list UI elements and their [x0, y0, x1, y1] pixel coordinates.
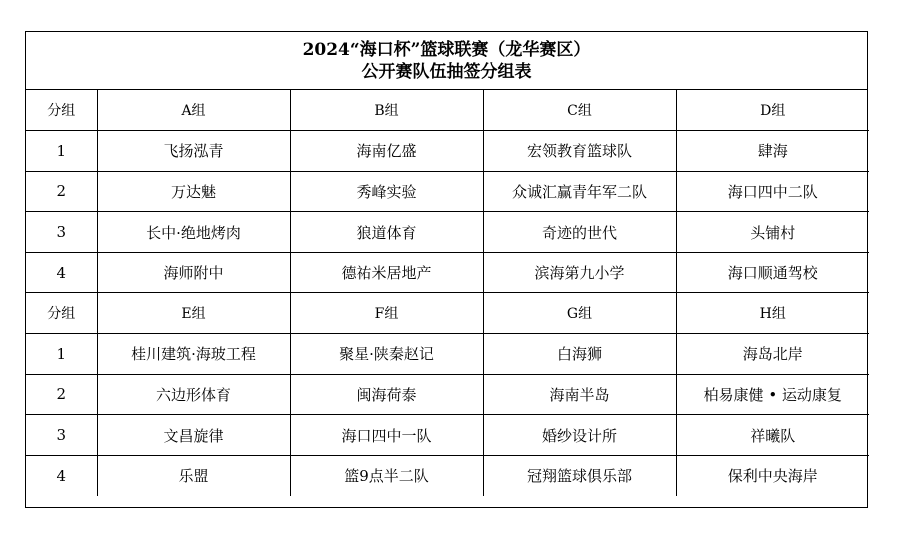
table-row: [26, 131, 869, 172]
table-row: [26, 252, 869, 293]
team-cell: 祥曦队: [676, 415, 869, 456]
team-cell: 文昌旋律: [97, 415, 290, 456]
table-row: [26, 334, 869, 375]
group-label-cell: 分组: [26, 90, 97, 131]
team-cell: 婚纱设计所: [483, 415, 676, 456]
team-cell: 滨海第九小学: [483, 252, 676, 293]
team-cell: 乐盟: [97, 455, 290, 496]
team-cell: 万达魅: [97, 171, 290, 212]
seed-number: 4: [26, 455, 97, 496]
team-cell: 海口四中一队: [290, 415, 483, 456]
header-row-efgh: [26, 293, 869, 334]
group-e-header: E组: [97, 293, 290, 334]
seed-number: 3: [26, 212, 97, 253]
table-row: [26, 415, 869, 456]
seed-number: 1: [26, 131, 97, 172]
seed-number: 3: [26, 415, 97, 456]
team-cell: 德祐米居地产: [290, 252, 483, 293]
team-cell: 海岛北岸: [676, 334, 869, 375]
table-row: [26, 212, 869, 253]
seed-number: 1: [26, 334, 97, 375]
seed-number: 2: [26, 374, 97, 415]
team-cell: 海南半岛: [483, 374, 676, 415]
team-cell: 长中·绝地烤肉: [97, 212, 290, 253]
team-cell: 海南亿盛: [290, 131, 483, 172]
group-d-header: D组: [676, 90, 869, 131]
title-line-1: 2024“海口杯”篮球联赛（龙华赛区）: [302, 39, 591, 60]
title-block: [26, 32, 867, 90]
team-cell: 秀峰实验: [290, 171, 483, 212]
team-cell: 篮9点半二队: [290, 455, 483, 496]
table-row: [26, 171, 869, 212]
team-cell: 头铺村: [676, 212, 869, 253]
table-row: [26, 455, 869, 496]
draw-table-sheet: [25, 31, 868, 508]
seed-number: 4: [26, 252, 97, 293]
group-draw-table: [26, 90, 869, 496]
team-cell: 狼道体育: [290, 212, 483, 253]
team-cell: 宏领教育篮球队: [483, 131, 676, 172]
team-cell: 海口四中二队: [676, 171, 869, 212]
team-cell: 闽海荷泰: [290, 374, 483, 415]
team-cell: 海师附中: [97, 252, 290, 293]
team-cell: 奇迹的世代: [483, 212, 676, 253]
group-f-header: F组: [290, 293, 483, 334]
table-row: [26, 374, 869, 415]
team-cell: 聚星·陕秦赵记: [290, 334, 483, 375]
group-label-cell: 分组: [26, 293, 97, 334]
group-c-header: C组: [483, 90, 676, 131]
team-cell: 众诚汇赢青年军二队: [483, 171, 676, 212]
team-cell: 保利中央海岸: [676, 455, 869, 496]
team-cell: 六边形体育: [97, 374, 290, 415]
group-h-header: H组: [676, 293, 869, 334]
team-cell: 白海狮: [483, 334, 676, 375]
team-cell: 飞扬泓青: [97, 131, 290, 172]
group-g-header: G组: [483, 293, 676, 334]
title-line-2: 公开赛队伍抽签分组表: [361, 61, 532, 82]
team-cell: 桂川建筑·海玻工程: [97, 334, 290, 375]
team-cell: 柏易康健 • 运动康复: [676, 374, 869, 415]
team-cell: 肆海: [676, 131, 869, 172]
group-b-header: B组: [290, 90, 483, 131]
team-cell: 冠翔篮球俱乐部: [483, 455, 676, 496]
group-a-header: A组: [97, 90, 290, 131]
team-cell: 海口顺通驾校: [676, 252, 869, 293]
seed-number: 2: [26, 171, 97, 212]
header-row-abcd: [26, 90, 869, 131]
